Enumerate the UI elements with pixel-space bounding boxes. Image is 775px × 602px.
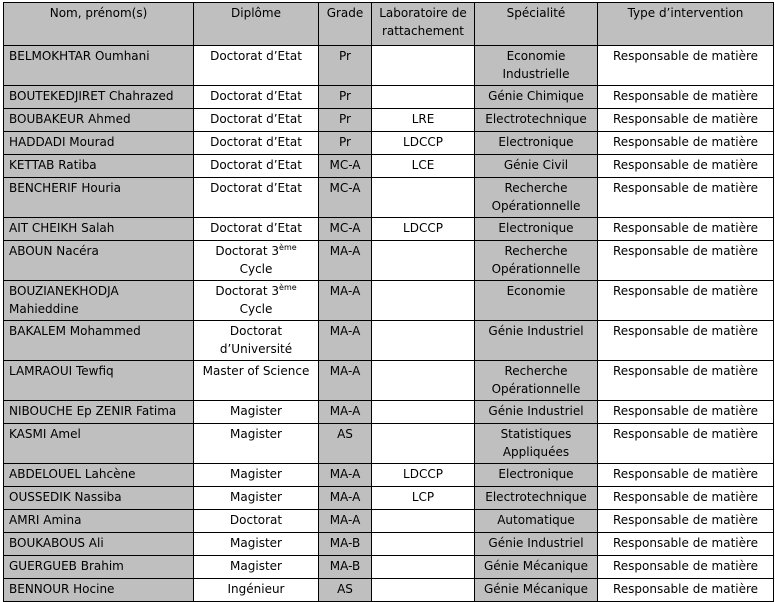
cell-diplome: Magister — [194, 487, 319, 510]
cell-type-intervention: Responsable de matière — [598, 424, 774, 464]
cell-type-intervention: Responsable de matière — [598, 132, 774, 155]
table-row — [4, 155, 774, 178]
cell-grade: MC-A — [319, 178, 372, 218]
cell-type-intervention: Responsable de matière — [598, 86, 774, 109]
header-grade: Grade — [319, 3, 372, 46]
cell-grade: Pr — [319, 46, 372, 86]
header-row — [4, 3, 774, 46]
header-type-intervention: Type d’intervention — [598, 3, 774, 46]
diplome-text: Doctorat 3 — [215, 284, 280, 298]
cell-grade: MA-A — [319, 487, 372, 510]
cell-nom: ABOUN Nacéra — [4, 241, 194, 281]
cell-diplome: Doctorat d’Etat — [194, 178, 319, 218]
table-row — [4, 533, 774, 556]
cell-type-intervention: Responsable de matière — [598, 178, 774, 218]
cell-specialite: Electronique — [475, 132, 598, 155]
cell-grade: MA-A — [319, 510, 372, 533]
cell-type-intervention: Responsable de matière — [598, 510, 774, 533]
cell-diplome — [194, 281, 319, 321]
diplome-text: Doctorat 3 — [215, 244, 280, 258]
cell-type-intervention: Responsable de matière — [598, 487, 774, 510]
cell-diplome: Doctorat d’Etat — [194, 46, 319, 86]
table-row — [4, 401, 774, 424]
cell-nom: OUSSEDIK Nassiba — [4, 487, 194, 510]
cell-nom: AMRI Amina — [4, 510, 194, 533]
cell-laboratoire — [372, 533, 475, 556]
cell-type-intervention: Responsable de matière — [598, 533, 774, 556]
cell-diplome: Doctorat d’Etat — [194, 109, 319, 132]
cell-nom: GUERGUEB Brahim — [4, 556, 194, 579]
table-row — [4, 510, 774, 533]
cell-type-intervention: Responsable de matière — [598, 241, 774, 281]
table-row — [4, 464, 774, 487]
cell-grade: MA-A — [319, 281, 372, 321]
cell-laboratoire: LCP — [372, 487, 475, 510]
table-row — [4, 178, 774, 218]
cell-specialite: Statistiques Appliquées — [475, 424, 598, 464]
cell-specialite: Génie Civil — [475, 155, 598, 178]
cell-grade: MA-A — [319, 401, 372, 424]
header-laboratoire: Laboratoire de rattachement — [372, 3, 475, 46]
cell-nom: BAKALEM Mohammed — [4, 321, 194, 361]
cell-diplome: Magister — [194, 401, 319, 424]
table-row — [4, 218, 774, 241]
table-row — [4, 86, 774, 109]
cell-nom: BOUZIANEKHODJA Mahieddine — [4, 281, 194, 321]
cell-nom: BOUTEKEDJIRET Chahrazed — [4, 86, 194, 109]
cell-diplome — [194, 241, 319, 281]
cell-laboratoire — [372, 46, 475, 86]
cell-grade: MA-A — [319, 321, 372, 361]
diplome-text-rest: Cycle — [239, 261, 273, 276]
table-row — [4, 241, 774, 281]
cell-grade: AS — [319, 579, 372, 602]
cell-specialite: Electrotechnique — [475, 109, 598, 132]
cell-nom: AIT CHEIKH Salah — [4, 218, 194, 241]
cell-nom: BENCHERIF Houria — [4, 178, 194, 218]
cell-type-intervention: Responsable de matière — [598, 556, 774, 579]
cell-laboratoire: LRE — [372, 109, 475, 132]
table-row — [4, 487, 774, 510]
diplome-text-rest: Cycle — [239, 301, 273, 316]
cell-laboratoire — [372, 401, 475, 424]
cell-laboratoire — [372, 510, 475, 533]
cell-specialite: Electronique — [475, 464, 598, 487]
cell-specialite: Génie Industriel — [475, 533, 598, 556]
table-row — [4, 424, 774, 464]
cell-type-intervention: Responsable de matière — [598, 46, 774, 86]
cell-type-intervention: Responsable de matière — [598, 218, 774, 241]
cell-grade: MC-A — [319, 218, 372, 241]
cell-grade: AS — [319, 424, 372, 464]
cell-grade: Pr — [319, 86, 372, 109]
cell-specialite: Génie Mécanique — [475, 556, 598, 579]
cell-nom: BENNOUR Hocine — [4, 579, 194, 602]
cell-specialite: Génie Chimique — [475, 86, 598, 109]
diplome-superscript: ème — [279, 243, 297, 252]
table-row — [4, 281, 774, 321]
cell-laboratoire: LDCCP — [372, 132, 475, 155]
cell-laboratoire — [372, 424, 475, 464]
cell-nom: BOUBAKEUR Ahmed — [4, 109, 194, 132]
cell-grade: Pr — [319, 109, 372, 132]
cell-grade: MA-A — [319, 464, 372, 487]
table-row — [4, 556, 774, 579]
cell-specialite: Recherche Opérationnelle — [475, 241, 598, 281]
cell-diplome: Doctorat d’Etat — [194, 86, 319, 109]
cell-grade: MA-B — [319, 533, 372, 556]
cell-diplome: Master of Science — [194, 361, 319, 401]
table-row — [4, 361, 774, 401]
table-row — [4, 109, 774, 132]
header-nom: Nom, prénom(s) — [4, 3, 194, 46]
table-body — [4, 46, 774, 602]
header-diplome: Diplôme — [194, 3, 319, 46]
cell-diplome: Doctorat d’Université — [194, 321, 319, 361]
cell-nom: BOUKABOUS Ali — [4, 533, 194, 556]
cell-laboratoire — [372, 556, 475, 579]
cell-laboratoire — [372, 178, 475, 218]
cell-type-intervention: Responsable de matière — [598, 321, 774, 361]
cell-type-intervention: Responsable de matière — [598, 281, 774, 321]
table-row — [4, 579, 774, 602]
cell-grade: MC-A — [319, 155, 372, 178]
table-row — [4, 46, 774, 86]
cell-grade: MA-B — [319, 556, 372, 579]
diplome-superscript: ème — [279, 283, 297, 292]
cell-laboratoire — [372, 321, 475, 361]
cell-specialite: Génie Industriel — [475, 401, 598, 424]
cell-diplome: Magister — [194, 464, 319, 487]
cell-grade: MA-A — [319, 241, 372, 281]
cell-specialite: Economie Industrielle — [475, 46, 598, 86]
cell-specialite: Génie Mécanique — [475, 579, 598, 602]
cell-specialite: Recherche Opérationnelle — [475, 178, 598, 218]
cell-nom: ABDELOUEL Lahcène — [4, 464, 194, 487]
cell-type-intervention: Responsable de matière — [598, 401, 774, 424]
cell-diplome: Ingénieur — [194, 579, 319, 602]
cell-laboratoire: LDCCP — [372, 218, 475, 241]
cell-diplome: Doctorat d’Etat — [194, 132, 319, 155]
cell-diplome: Magister — [194, 533, 319, 556]
cell-nom: HADDADI Mourad — [4, 132, 194, 155]
cell-laboratoire — [372, 281, 475, 321]
cell-diplome: Magister — [194, 424, 319, 464]
cell-laboratoire — [372, 579, 475, 602]
cell-diplome: Doctorat d’Etat — [194, 218, 319, 241]
cell-type-intervention: Responsable de matière — [598, 155, 774, 178]
table-row — [4, 321, 774, 361]
cell-laboratoire — [372, 361, 475, 401]
table-row — [4, 132, 774, 155]
cell-diplome: Doctorat d’Etat — [194, 155, 319, 178]
cell-specialite: Recherche Opérationnelle — [475, 361, 598, 401]
cell-nom: KASMI Amel — [4, 424, 194, 464]
header-specialite: Spécialité — [475, 3, 598, 46]
cell-grade: MA-A — [319, 361, 372, 401]
cell-type-intervention: Responsable de matière — [598, 579, 774, 602]
cell-type-intervention: Responsable de matière — [598, 109, 774, 132]
cell-nom: BELMOKHTAR Oumhani — [4, 46, 194, 86]
cell-type-intervention: Responsable de matière — [598, 361, 774, 401]
cell-diplome: Doctorat — [194, 510, 319, 533]
cell-specialite: Economie — [475, 281, 598, 321]
cell-specialite: Electronique — [475, 218, 598, 241]
cell-specialite: Electrotechnique — [475, 487, 598, 510]
cell-nom: KETTAB Ratiba — [4, 155, 194, 178]
cell-laboratoire: LCE — [372, 155, 475, 178]
cell-nom: NIBOUCHE Ep ZENIR Fatima — [4, 401, 194, 424]
cell-specialite: Automatique — [475, 510, 598, 533]
cell-specialite: Génie Industriel — [475, 321, 598, 361]
cell-type-intervention: Responsable de matière — [598, 464, 774, 487]
cell-grade: Pr — [319, 132, 372, 155]
cell-laboratoire — [372, 241, 475, 281]
cell-laboratoire — [372, 86, 475, 109]
cell-nom: LAMRAOUI Tewfiq — [4, 361, 194, 401]
staff-table — [3, 2, 774, 602]
cell-laboratoire: LDCCP — [372, 464, 475, 487]
cell-diplome: Magister — [194, 556, 319, 579]
